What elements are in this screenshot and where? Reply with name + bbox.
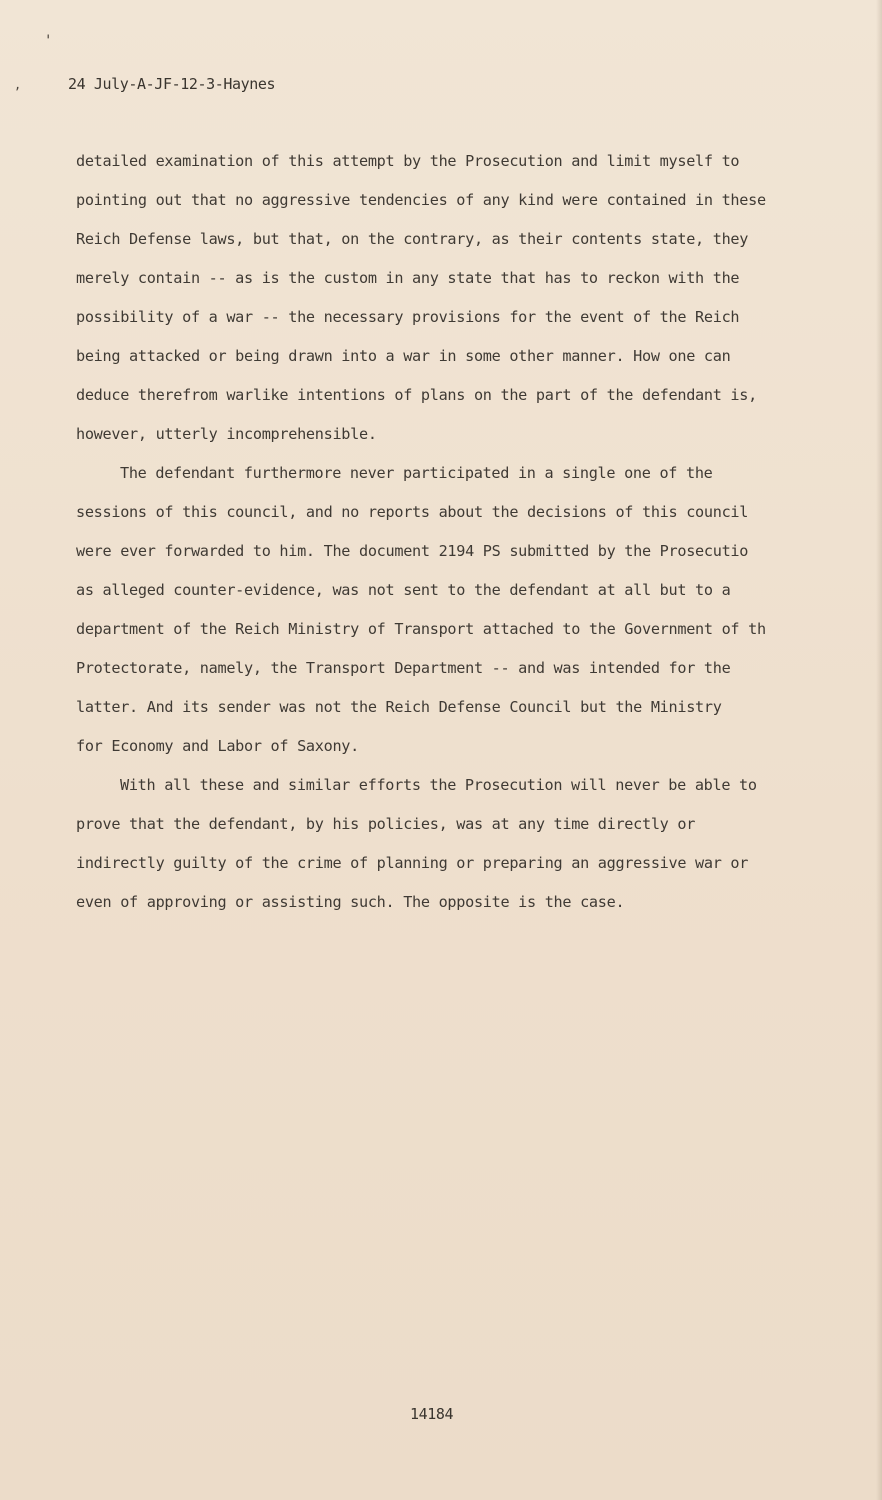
page-number: 14184 <box>410 1405 454 1423</box>
document-header: 24 July-A-JF-12-3-Haynes <box>68 75 276 93</box>
text-line: prove that the defendant, by his policies, was at any time directly or <box>76 815 696 833</box>
margin-mark: , <box>14 78 22 92</box>
text-line: Protectorate, namely, the Transport Department -- and was intended for the <box>76 659 731 677</box>
text-line: for Economy and Labor of Saxony. <box>76 737 359 755</box>
text-line: merely contain -- as is the custom in any state that has to reckon with the <box>76 269 740 287</box>
text-line: were ever forwarded to him. The document 2194 PS submitted by the Prosecutio <box>76 542 749 560</box>
text-line: department of the Reich Ministry of Transport attached to the Government of th <box>76 620 766 638</box>
text-line: indirectly guilty of the crime of planning or preparing an aggressive war or <box>76 854 749 872</box>
text-line: latter. And its sender was not the Reich Defense Council but the Ministry <box>76 698 722 716</box>
text-line: deduce therefrom warlike intentions of plans on the part of the defendant is, <box>76 386 757 404</box>
text-line: pointing out that no aggressive tendencies of any kind were contained in these <box>76 191 766 209</box>
text-line: being attacked or being drawn into a war in some other manner. How one can <box>76 347 731 365</box>
text-line: sessions of this council, and no reports about the decisions of this council <box>76 503 749 521</box>
text-line: possibility of a war -- the necessary provisions for the event of the Reich <box>76 308 740 326</box>
text-line: The defendant furthermore never participated in a single one of the <box>120 464 713 482</box>
text-line: With all these and similar efforts the Prosecution will never be able to <box>120 776 757 794</box>
text-line: even of approving or assisting such. The opposite is the case. <box>76 893 625 911</box>
margin-mark: ' <box>44 33 53 49</box>
text-line: as alleged counter-evidence, was not sent to the defendant at all but to a <box>76 581 731 599</box>
text-line: however, utterly incomprehensible. <box>76 425 377 443</box>
page-edge-shadow <box>876 0 882 1500</box>
text-line: detailed examination of this attempt by the Prosecution and limit myself to <box>76 152 740 170</box>
text-line: Reich Defense laws, but that, on the contrary, as their contents state, they <box>76 230 749 248</box>
